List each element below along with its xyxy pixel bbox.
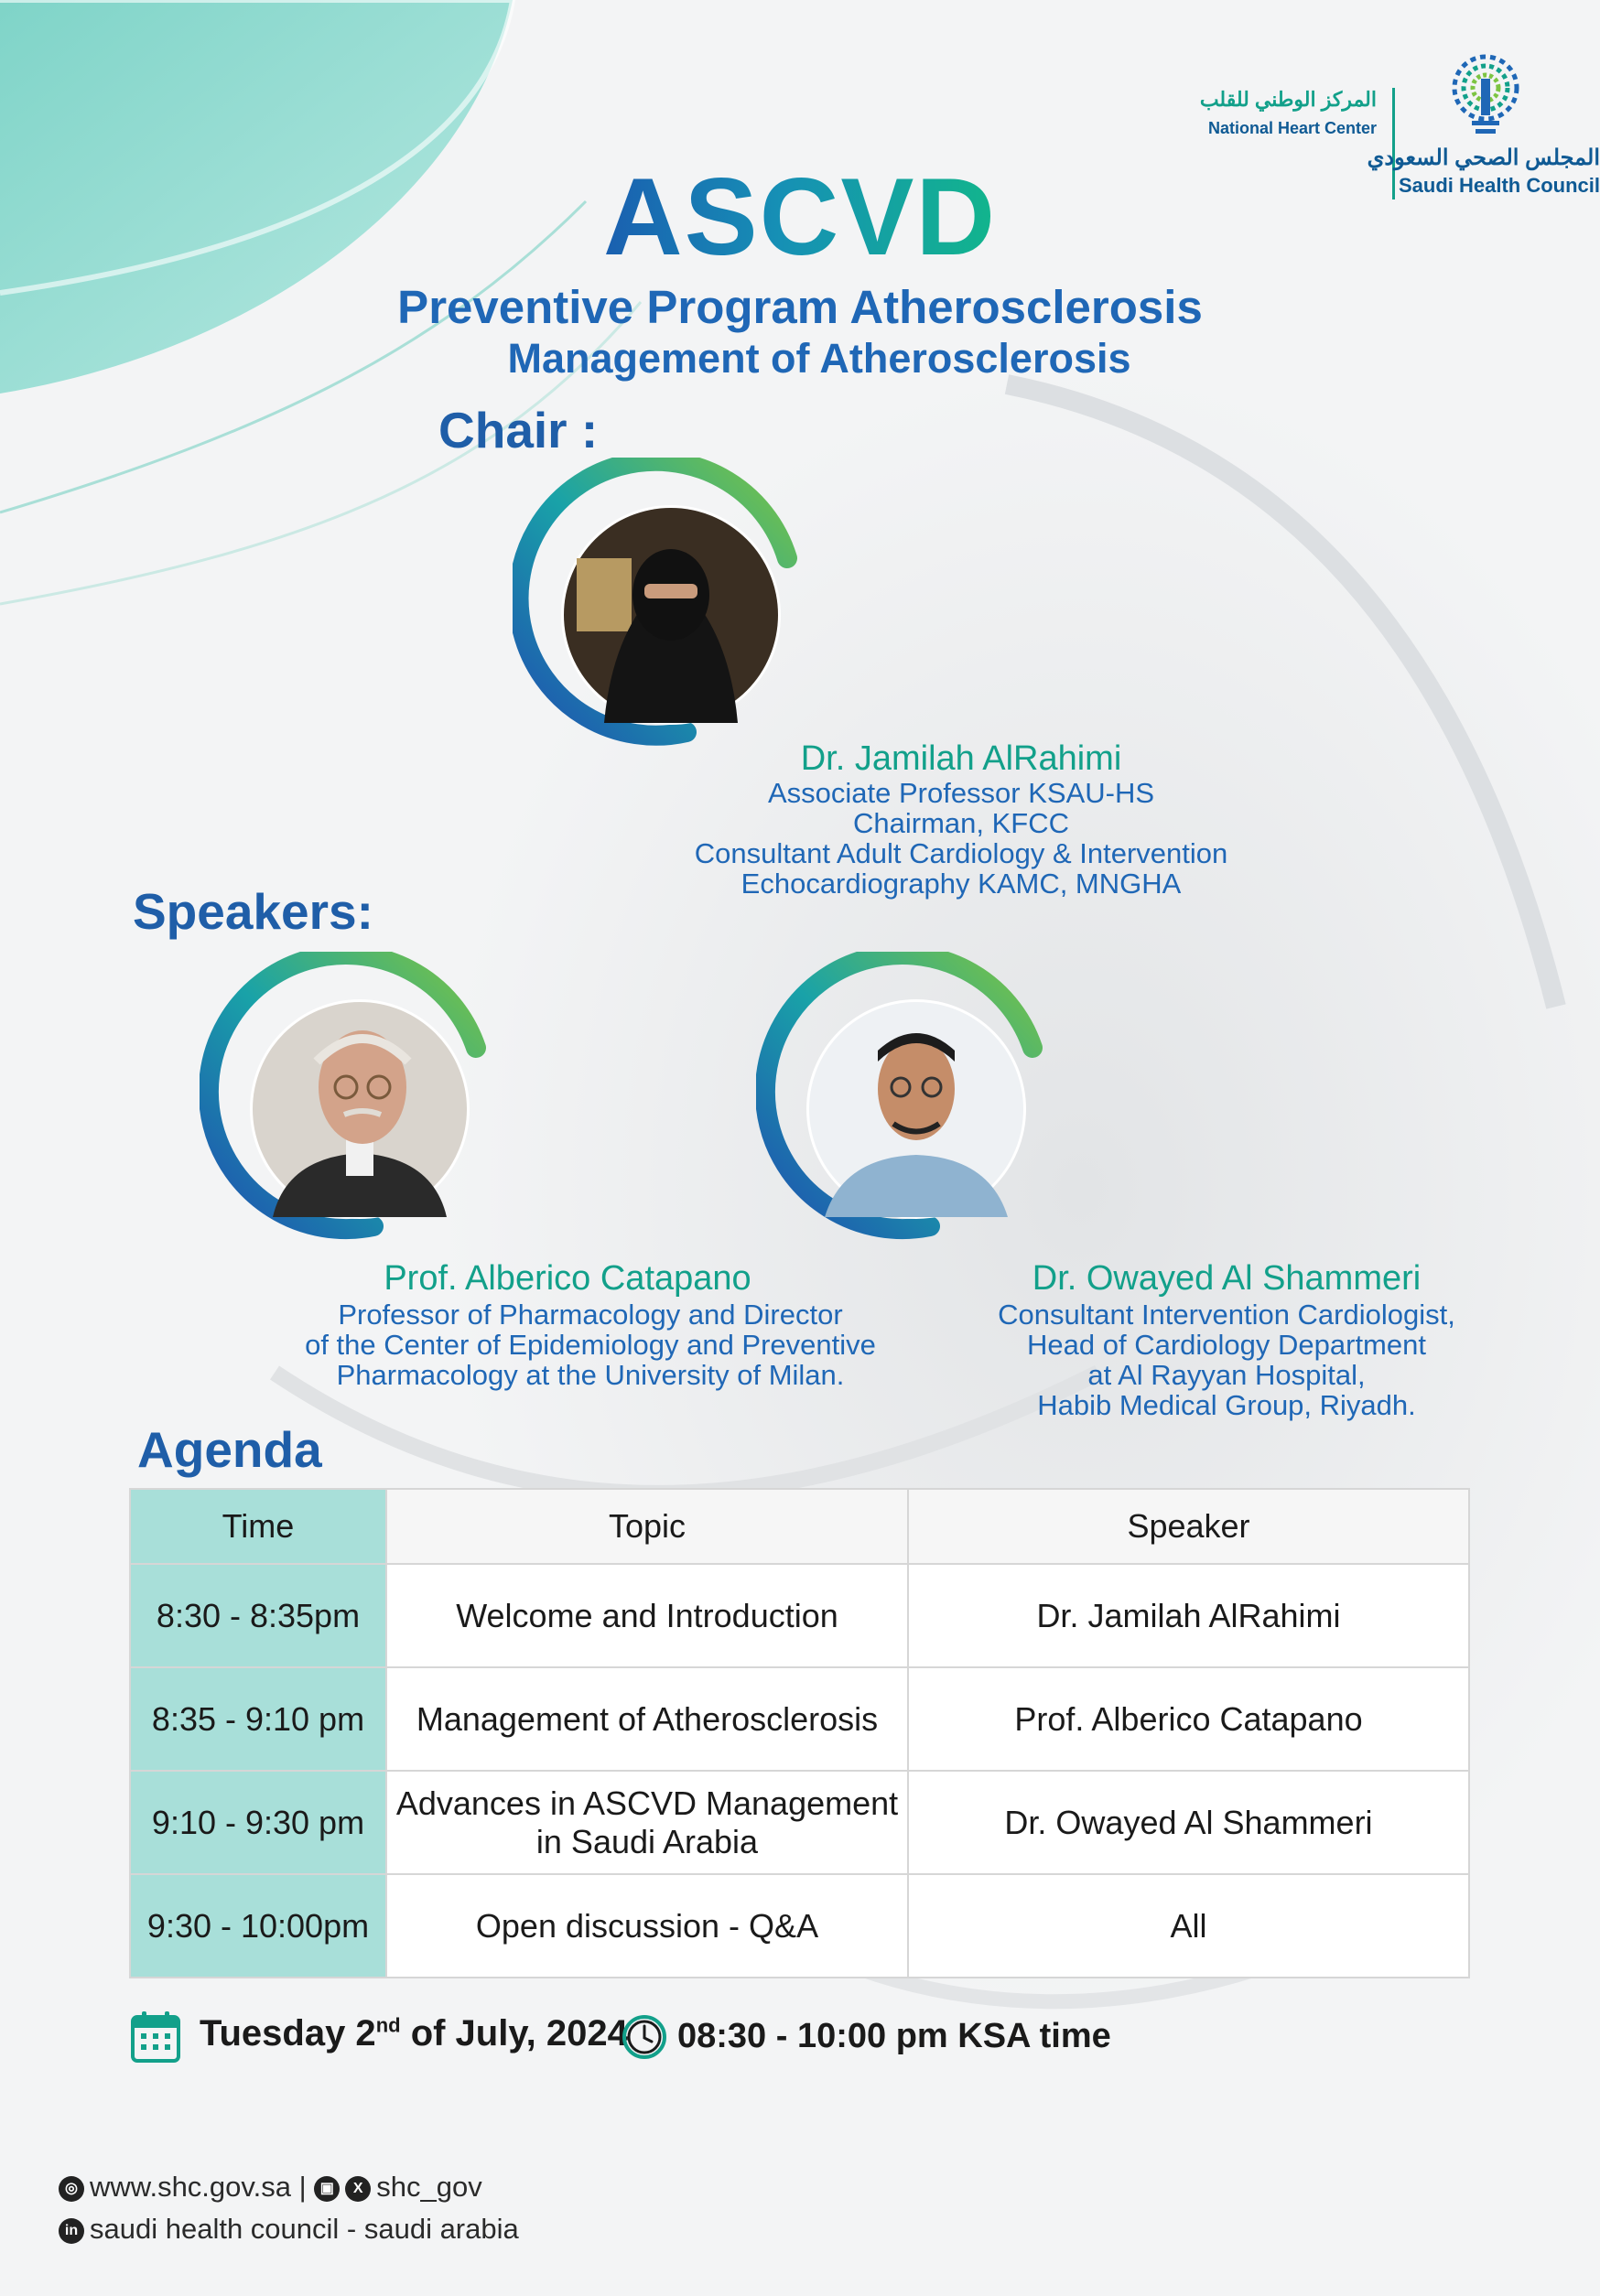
speaker-details-catapano (247, 1299, 934, 1390)
table-row (130, 1564, 1469, 1667)
chair-detail-line: Consultant Adult Cardiology & Intervention (694, 837, 1228, 869)
agenda-speaker: Prof. Alberico Catapano (908, 1667, 1469, 1771)
speaker-portrait-catapano (200, 952, 492, 1245)
speaker-details-shammeri (924, 1299, 1529, 1420)
agenda-time: 9:10 - 9:30 pm (130, 1771, 386, 1874)
table-row (130, 1771, 1469, 1874)
footer-linkedin-line (59, 2213, 519, 2246)
chair-details (595, 778, 1327, 899)
agenda-speaker: Dr. Owayed Al Shammeri (908, 1771, 1469, 1874)
speaker-detail-line: Professor of Pharmacology and Director (338, 1299, 843, 1331)
speakers-heading: Speakers: (133, 883, 373, 940)
agenda-topic: Advances in ASCVD Management in Saudi Arabia (386, 1771, 908, 1874)
speaker-detail-line: of the Center of Epidemiology and Preventive (305, 1329, 876, 1361)
agenda-speaker: All (908, 1874, 1469, 1978)
event-schedule (130, 2010, 1228, 2068)
agenda-topic: Open discussion - Q&A (386, 1874, 908, 1978)
shc-emblem-icon (1435, 51, 1536, 143)
agenda-speaker: Dr. Jamilah AlRahimi (908, 1564, 1469, 1667)
chair-name: Dr. Jamilah AlRahimi (800, 739, 1122, 778)
agenda-time: 9:30 - 10:00pm (130, 1874, 386, 1978)
speaker-name-catapano: Prof. Alberico Catapano (384, 1259, 751, 1298)
event-title: ASCVD (602, 156, 998, 278)
nhc-english-name: National Heart Center (1207, 119, 1377, 137)
x-icon[interactable]: X (345, 2176, 371, 2202)
chair-portrait (513, 458, 805, 750)
speaker-portrait-shammeri (756, 952, 1049, 1245)
linkedin-icon[interactable]: in (59, 2218, 84, 2244)
agenda-header-row (130, 1489, 1469, 1564)
column-header-speaker: Speaker (908, 1489, 1469, 1564)
clock-icon (621, 2013, 668, 2061)
column-header-time: Time (130, 1489, 386, 1564)
footer-separator: | (298, 2171, 307, 2203)
nhc-arabic-name: المركز الوطني للقلب (1199, 88, 1377, 111)
shc-english-name: Saudi Health Council (1398, 174, 1600, 197)
chair-detail-line: Associate Professor KSAU-HS (767, 777, 1155, 809)
column-header-topic: Topic (386, 1489, 908, 1564)
speaker-detail-line: Consultant Intervention Cardiologist, (998, 1299, 1455, 1331)
speaker-detail-line: Habib Medical Group, Riyadh. (1037, 1389, 1416, 1421)
agenda-table (129, 1488, 1470, 1978)
speaker-detail-line: at Al Rayyan Hospital, (1087, 1359, 1366, 1391)
linkedin-text[interactable]: saudi health council - saudi arabia (90, 2213, 519, 2245)
instagram-icon[interactable]: ▣ (314, 2176, 340, 2202)
event-date: Tuesday 2nd of July, 2024 (200, 2013, 628, 2053)
agenda-topic: Management of Atherosclerosis (386, 1667, 908, 1771)
shc-arabic-name: المجلس الصحي السعودي (1367, 146, 1600, 170)
footer-web-line (59, 2171, 482, 2204)
agenda-time: 8:35 - 9:10 pm (130, 1667, 386, 1771)
calendar-icon (130, 2010, 181, 2064)
globe-icon: ◎ (59, 2176, 84, 2202)
social-handle[interactable]: shc_gov (376, 2171, 482, 2203)
event-time: 08:30 - 10:00 pm KSA time (677, 2017, 1111, 2055)
chair-detail-line: Echocardiography KAMC, MNGHA (741, 868, 1182, 900)
table-row (130, 1874, 1469, 1978)
speaker-detail-line: Head of Cardiology Department (1027, 1329, 1426, 1361)
chair-heading: Chair : (438, 402, 599, 458)
website-link[interactable]: www.shc.gov.sa (90, 2171, 291, 2203)
agenda-topic: Welcome and Introduction (386, 1564, 908, 1667)
agenda-heading: Agenda (137, 1421, 322, 1478)
speaker-name-shammeri: Dr. Owayed Al Shammeri (1032, 1259, 1422, 1298)
event-subtitle: Preventive Program Atherosclerosis (397, 281, 1203, 333)
agenda-time: 8:30 - 8:35pm (130, 1564, 386, 1667)
table-row (130, 1667, 1469, 1771)
chair-detail-line: Chairman, KFCC (853, 807, 1069, 839)
event-subtitle-secondary: Management of Atherosclerosis (507, 335, 1131, 382)
speaker-detail-line: Pharmacology at the University of Milan. (336, 1359, 845, 1391)
